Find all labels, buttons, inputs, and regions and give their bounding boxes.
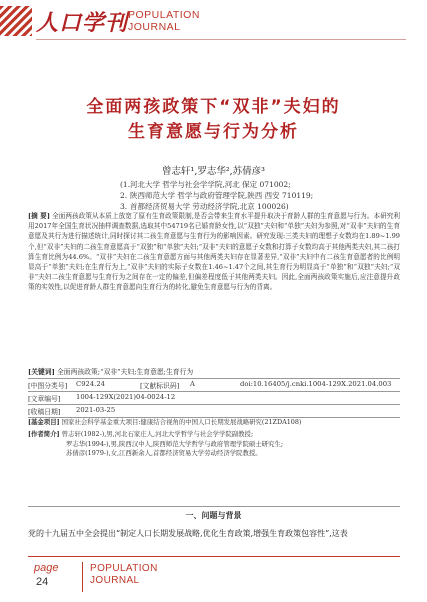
article-number-label: [文章编号] (28, 395, 61, 403)
affiliation-1 (120, 179, 291, 190)
bio-line-3: 苏倩彦(1979-),女,江西新余人,首都经济贸易大学劳动经济学院教授。 (66, 449, 262, 458)
abstract (28, 211, 400, 293)
abstract-text: 全面两孩政策从本质上放宽了原有生育政策限制,是否会带来生育水平提升取决于育龄人群的生育意愿与行为。本研究利用2017年全国生育状况抽样调查数据,选取其中54719名已婚育龄女性,以“双独”夫妇和“单独”夫妇为参照,对“双非”夫妇的生育意愿及其行为进行描述统计,同时探讨其二孩生育意愿与生育行为的影响因素。研究发现:三类夫妇的理想子女数均在1.89~1.99个,但“双非”夫妇的二孩生育意愿高于“双独”和“单独”夫妇;“双非”夫妇的意愿子女数和打算子女数均高于其他两类夫妇,其二孩打算生育比例为44.6%。“双非”夫妇在二孩生育意愿方面与其他两类夫妇存在显著差异,“双非”夫妇中有二孩生育意愿者的比例明显高于“单独”夫妇;在生育行为上,“双非”夫妇的实际子女数在1.46~1.47个之间,其生育行为明显高于“单独”和“双独”夫妇;“双非”夫妇二孩生育意愿与生育行为之间存在一定的偏差,但偏差程度低于其他两类夫妇。因此,全面两孩政策实施后,应注意提升政策的实效性,以促进育龄人群生育意愿向生育行为的转化,避免生育意愿与行为的背离。 (28, 212, 400, 292)
received-date-value: 2021-03-25 (76, 406, 116, 414)
journal-en-line2: JOURNAL (128, 21, 181, 33)
journal-english-name (128, 9, 200, 33)
body-text: 党的十九届五中全会提出“制定人口长期发展战略,优化生育政策,增强生育政策包容性”,这表 (28, 529, 348, 538)
affiliation-number: 2. (120, 191, 128, 200)
article-title-line1: 全面两孩政策下“双非”夫妇的 (86, 97, 341, 117)
bio-label: [作者简介] (28, 430, 60, 438)
clc-label: [中图分类号] (28, 382, 68, 390)
journal-logo: 人口学刊 (36, 10, 129, 36)
affiliation-text: 陕西师范大学 哲学与政府管理学院,陕西 西安 710119; (130, 191, 314, 200)
article-number-row (28, 391, 400, 404)
received-date-label: [收稿日期] (28, 408, 61, 416)
fund-label: [基金项目] (28, 418, 60, 426)
page-number: 24 (36, 576, 49, 588)
footer-journal-name (90, 563, 158, 587)
header-decoration (0, 6, 32, 36)
bio-line-1: 曾志轩(1982-),男,河北石家庄人,河北大学哲学与社会学学院副教授; (61, 430, 254, 438)
header-rule (36, 39, 406, 40)
fund-info (28, 417, 400, 428)
affiliation-text: 河北大学 哲学与社会学学院,河北 保定 071002; (130, 180, 291, 189)
journal-header (0, 0, 427, 58)
affiliation-number: (1. (120, 180, 131, 189)
received-date-row (28, 404, 400, 417)
abstract-label: [摘 要] (28, 212, 50, 220)
section-heading: 一、问题与背景 (185, 510, 242, 520)
article-title-line2: 生育意愿与行为分析 (128, 122, 299, 142)
keywords (28, 367, 400, 377)
clc-value: C924.24 (76, 380, 105, 388)
doc-label: [文献标识码] (140, 382, 180, 390)
footer-journal-line1: POPULATION (90, 563, 158, 574)
affiliation-2 (120, 190, 313, 201)
fund-text: 国家社会科学基金重大项目:健康结合视角的中国人口长期发展战略研究(21ZDA108) (61, 418, 302, 426)
section-rule (28, 506, 400, 507)
affiliation-number: 3. (120, 202, 128, 211)
article-number-value: 1004-129X(2021)04-0024-12 (76, 393, 176, 401)
doi-value: doi:10.16405/j.cnki.1004-129X.2021.04.003 (240, 380, 392, 388)
keywords-label: [关键词] (28, 368, 55, 376)
journal-en-line1: POPULATION (128, 9, 200, 21)
classification-row (28, 378, 400, 391)
doc-value: A (190, 380, 195, 388)
author-bio (28, 430, 400, 459)
footer-journal-line2: JOURNAL (90, 575, 140, 586)
footer-page-word: page (34, 562, 59, 574)
footer-rule (28, 556, 400, 557)
keywords-text: 全面两孩政策;“双非”夫妇;生育意愿;生育行为 (57, 368, 194, 376)
page-footer (0, 556, 427, 602)
affiliation-text: 首都经济贸易大学 劳动经济学院,北京 100026) (130, 202, 289, 211)
bio-line-2: 罗志华(1994-),男,陕西汉中人,陕西师范大学哲学与政府管理学院硕士研究生; (66, 439, 283, 448)
author-list: 曾志轩¹,罗志华²,苏倩彦³ (162, 166, 265, 177)
footer-divider (82, 562, 83, 592)
